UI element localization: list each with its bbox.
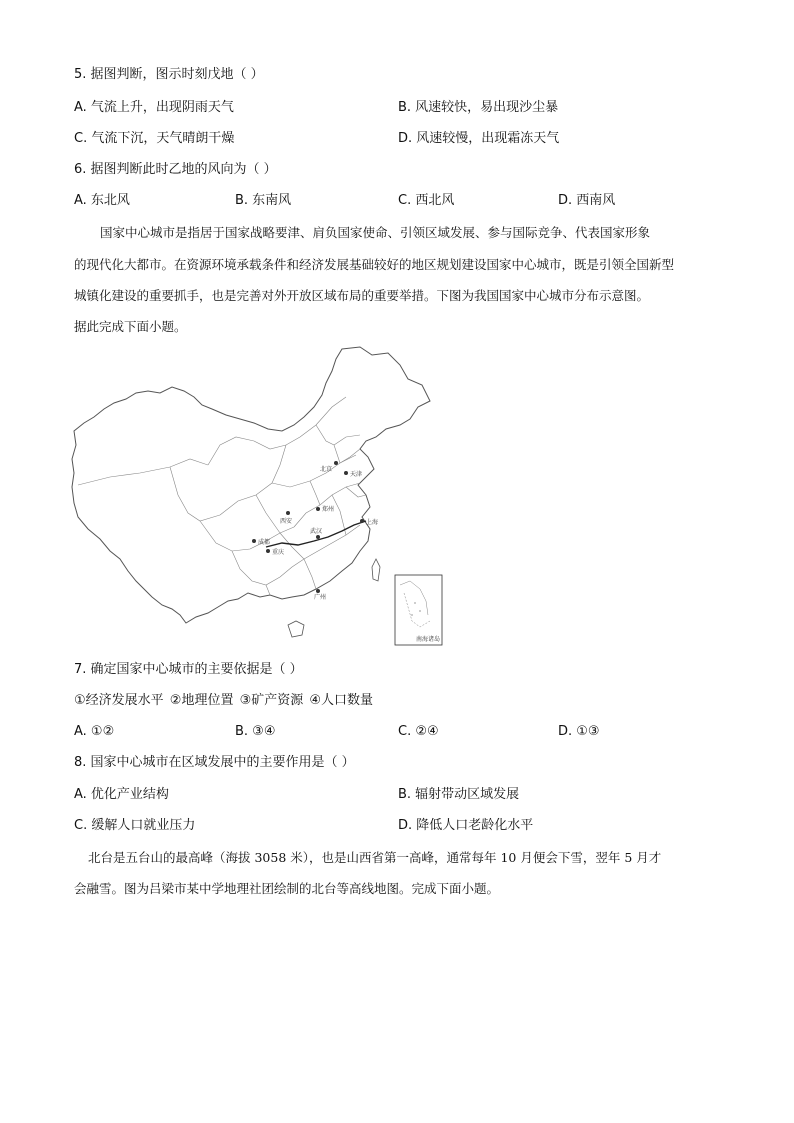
passage1-line4: 据此完成下面小题。 [74,319,187,334]
city-dot-chengdu [252,539,256,543]
city-dot-xian [286,511,290,515]
q8-option-b: B. 辐射带动区域发展 [398,787,520,802]
q6-option-d: D. 西南风 [558,193,616,208]
city-label-chongqing: 重庆 [272,549,285,556]
q8-option-d: D. 降低人口老龄化水平 [398,818,534,833]
q6-option-c: C. 西北风 [398,193,455,208]
city-dot-tianjin [344,471,348,475]
passage2-line2: 会融雪。图为吕梁市某中学地理社团绘制的北台等高线地图。完成下面小题。 [74,881,500,896]
country-outline [72,347,430,623]
province-borders [78,397,366,595]
city-dot-chongqing [266,549,270,553]
passage2-line1: 北台是五台山的最高峰（海拔 3058 米），也是山西省第一高峰，通常每年 10 月便会下雪，翌年 5 月才 [88,850,662,865]
q8-stem: 8. 国家中心城市在区域发展中的主要作用是（ ） [74,755,355,770]
passage1-line3: 城镇化建设的重要抓手，也是完善对外开放区域布局的重要举措。下图为我国国家中心城市分布示意图。 [74,288,650,303]
city-dot-guangzhou [316,589,320,593]
city-label-zhengzhou: 郑州 [322,506,335,513]
q7-stem: 7. 确定国家中心城市的主要依据是（ ） [74,662,303,677]
q7-option-c: C. ②④ [398,724,439,739]
city-label-wuhan: 武汉 [310,528,323,535]
city-label-shanghai: 上海 [366,519,379,526]
city-label-xian: 西安 [280,518,293,525]
passage1-line1: 国家中心城市是指居于国家战略要津、肩负国家使命、引领区域发展、参与国际竞争、代表国家形象 [100,225,651,240]
china-city-map [70,345,445,647]
city-dot-zhengzhou [316,507,320,511]
taiwan-island [372,559,380,581]
q7-option-a: A. ①② [74,724,115,739]
q7-factors: ①经济发展水平 ②地理位置 ③矿产资源 ④人口数量 [74,693,374,708]
q6-option-b: B. 东南风 [235,193,292,208]
passage1-line2: 的现代化大都市。在资源环境承载条件和经济发展基础较好的地区规划建设国家中心城市，既是引领全国新型 [74,257,675,272]
city-label-chengdu: 成都 [258,539,271,546]
city-label-beijing: 北京 [320,466,333,473]
hainan-island [288,621,304,637]
q6-stem: 6. 据图判断此时乙地的风向为（ ） [74,162,277,177]
q8-option-a: A. 优化产业结构 [74,787,169,802]
city-dot-beijing [334,461,338,465]
city-dot-shanghai [360,519,364,523]
south-china-sea-inset [395,575,442,645]
q5-option-c: C. 气流下沉，天气晴朗干燥 [74,131,235,146]
inset-label: 南海诸岛 [416,636,441,643]
q7-option-d: D. ①③ [558,724,600,739]
city-label-guangzhou: 广州 [314,594,327,601]
q8-option-c: C. 缓解人口就业压力 [74,818,196,833]
q5-option-a: A. 气流上升，出现阴雨天气 [74,100,234,115]
q5-option-b: B. 风速较快，易出现沙尘暴 [398,100,559,115]
city-dot-wuhan [316,535,320,539]
city-markers [252,461,378,601]
q7-option-b: B. ③④ [235,724,276,739]
q5-option-d: D. 风速较慢，出现霜冻天气 [398,131,560,146]
q5-stem: 5. 据图判断，图示时刻戊地（ ） [74,67,264,82]
city-label-tianjin: 天津 [350,471,363,478]
q6-option-a: A. 东北风 [74,193,130,208]
